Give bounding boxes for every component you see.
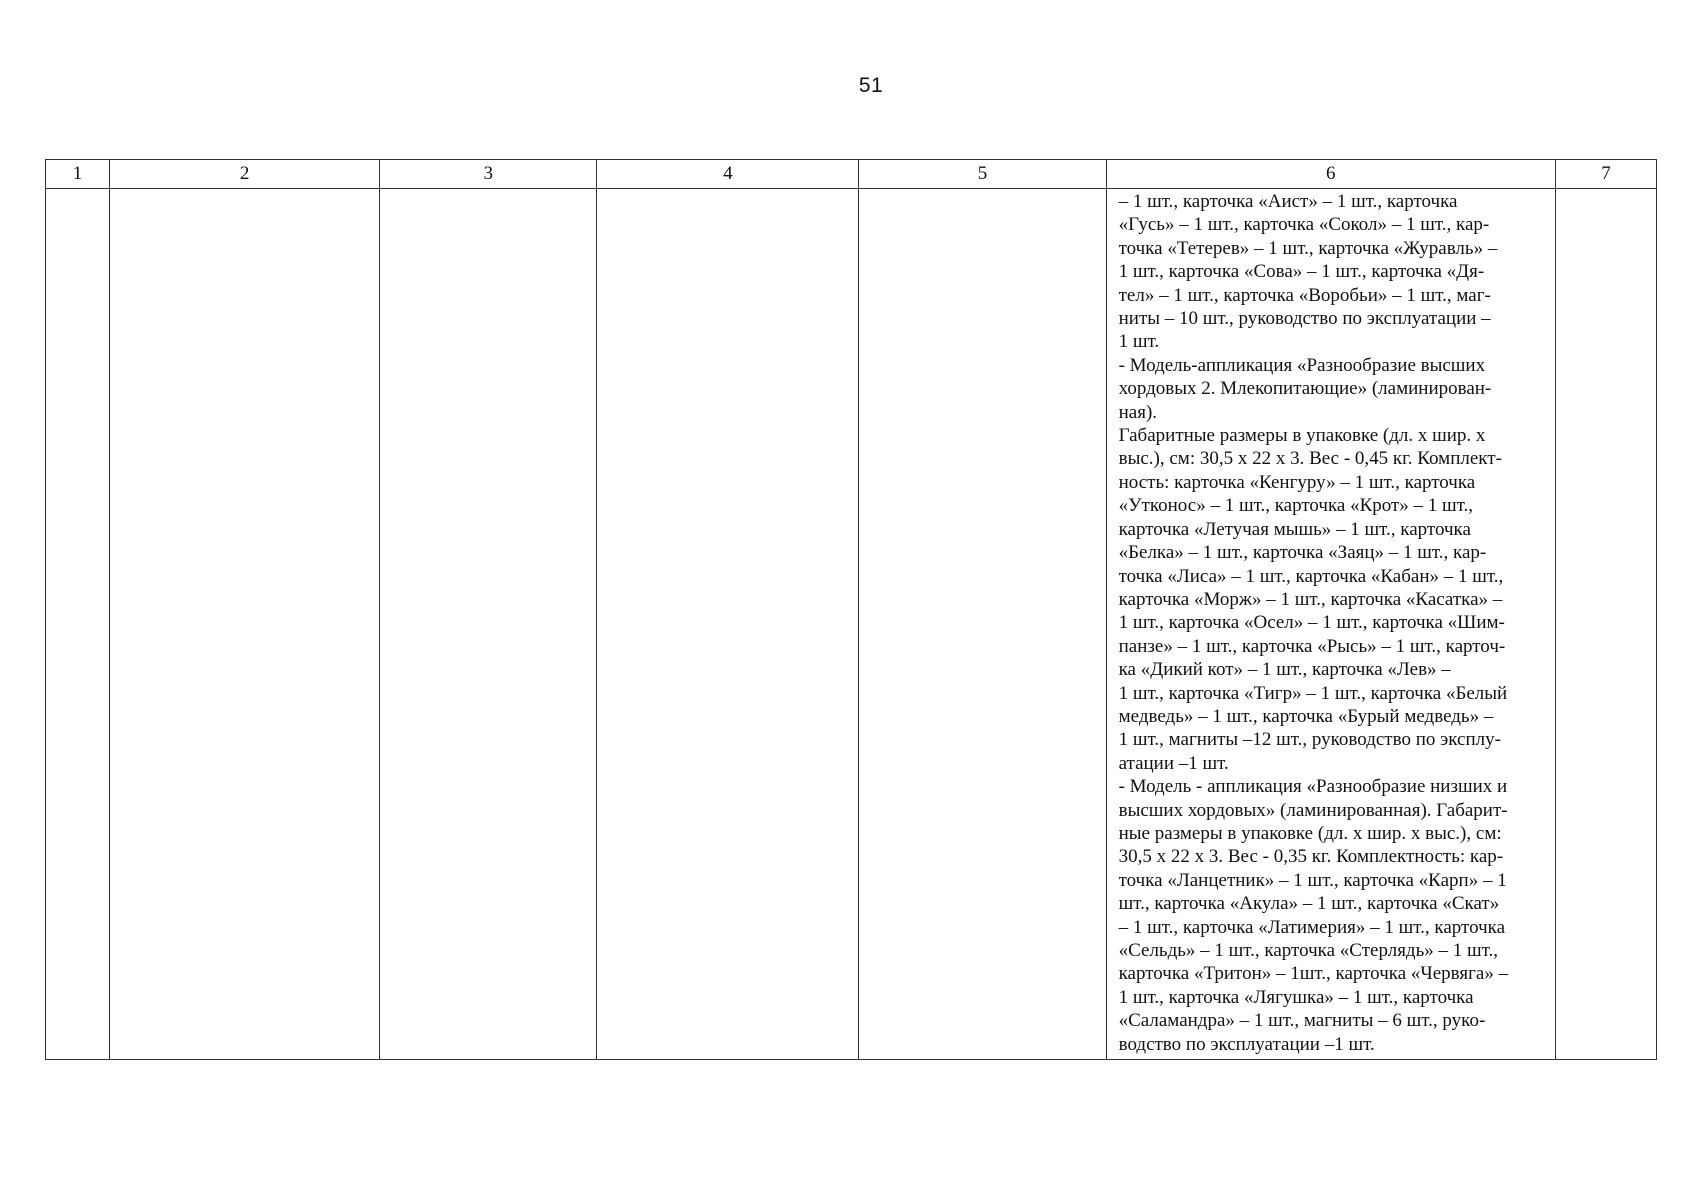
description-line: атации –1 шт. bbox=[1118, 752, 1229, 774]
column-header-1: 1 bbox=[46, 160, 110, 189]
description-line: медведь» – 1 шт., карточка «Бурый медведь» – bbox=[1118, 705, 1494, 727]
cell-col-2 bbox=[110, 189, 380, 1060]
cell-col-7 bbox=[1555, 189, 1656, 1060]
description-line: «Утконос» – 1 шт., карточка «Крот» – 1 шт., bbox=[1118, 495, 1474, 517]
description-line: ные размеры в упаковке (дл. х шир. х выс.), см: bbox=[1118, 822, 1502, 844]
table-row bbox=[46, 189, 1657, 1060]
description-line: тел» – 1 шт., карточка «Воробьи» – 1 шт., маг- bbox=[1118, 284, 1491, 306]
page-number: 51 bbox=[858, 74, 884, 97]
column-header-3: 3 bbox=[380, 160, 597, 189]
description-line: шт., карточка «Акула» – 1 шт., карточка «Скат» bbox=[1118, 893, 1500, 915]
description-line: «Сельдь» – 1 шт., карточка «Стерлядь» – 1 шт., bbox=[1118, 940, 1499, 961]
description-line: точка «Тетерев» – 1 шт., карточка «Журавль» – bbox=[1118, 237, 1498, 259]
description-line: Габаритные размеры в упаковке (дл. х шир. х bbox=[1118, 425, 1486, 447]
description-line: выс.), см: 30,5 х 22 х 3. Вес - 0,45 кг. Комплект- bbox=[1118, 448, 1502, 470]
description-line: 30,5 х 22 х 3. Вес - 0,35 кг. Комплектность: кар- bbox=[1118, 846, 1504, 868]
column-header-4: 4 bbox=[597, 160, 859, 189]
description-line: ка «Дикий кот» – 1 шт., карточка «Лев» – bbox=[1118, 659, 1451, 681]
description-line: 1 шт., карточка «Тигр» – 1 шт., карточка «Белый bbox=[1118, 682, 1508, 704]
cell-col-6-description bbox=[1106, 189, 1555, 1060]
cell-col-3 bbox=[380, 189, 597, 1060]
description-line: «Белка» – 1 шт., карточка «Заяц» – 1 шт., кар- bbox=[1118, 542, 1487, 564]
description-line: 1 шт., карточка «Осел» – 1 шт., карточка «Шим- bbox=[1118, 612, 1505, 634]
description-line: – 1 шт., карточка «Аист» – 1 шт., карточка bbox=[1118, 191, 1458, 212]
description-line: карточка «Летучая мышь» – 1 шт., карточка bbox=[1118, 518, 1471, 540]
description-line: карточка «Морж» – 1 шт., карточка «Касатка» – bbox=[1118, 588, 1503, 610]
description-line: 1 шт., магниты –12 шт., руководство по эксплу- bbox=[1118, 729, 1501, 751]
description-line: ная). bbox=[1118, 401, 1158, 423]
description-line: карточка «Тритон» – 1шт., карточка «Червяга» – bbox=[1118, 963, 1509, 985]
table-header-row bbox=[46, 160, 1657, 189]
description-line: - Модель - аппликация «Разнообразие низших и bbox=[1118, 776, 1508, 798]
description-line: ниты – 10 шт., руководство по эксплуатации – bbox=[1118, 308, 1491, 330]
column-header-5: 5 bbox=[859, 160, 1106, 189]
description-line: точка «Лиса» – 1 шт., карточка «Кабан» – 1 шт., bbox=[1118, 565, 1504, 587]
cell-col-1 bbox=[46, 189, 110, 1060]
description-line: «Гусь» – 1 шт., карточка «Сокол» – 1 шт., кар- bbox=[1118, 214, 1490, 236]
column-header-2: 2 bbox=[110, 160, 380, 189]
cell-col-5 bbox=[859, 189, 1106, 1060]
description-line: панзе» – 1 шт., карточка «Рысь» – 1 шт., карточ- bbox=[1118, 635, 1506, 657]
description-line: 1 шт. bbox=[1118, 331, 1160, 353]
cell-col-4 bbox=[597, 189, 859, 1060]
column-header-7: 7 bbox=[1555, 160, 1656, 189]
description-line: точка «Ланцетник» – 1 шт., карточка «Карп» – 1 bbox=[1118, 869, 1507, 891]
description-line: ность: карточка «Кенгуру» – 1 шт., карточка bbox=[1118, 471, 1476, 493]
description-line: водство по эксплуатации –1 шт. bbox=[1118, 1033, 1375, 1055]
description-line: 1 шт., карточка «Сова» – 1 шт., карточка «Дя- bbox=[1118, 261, 1485, 283]
description-line: хордовых 2. Млекопитающие» (ламинирован- bbox=[1118, 378, 1492, 400]
column-header-6: 6 bbox=[1106, 160, 1555, 189]
description-line: 1 шт., карточка «Лягушка» – 1 шт., карточка bbox=[1118, 986, 1474, 1008]
description-line: – 1 шт., карточка «Латимерия» – 1 шт., карточка bbox=[1118, 916, 1506, 938]
description-line: - Модель-аппликация «Разнообразие высших bbox=[1118, 354, 1486, 376]
description-text bbox=[1107, 189, 1555, 1056]
specification-table bbox=[45, 159, 1657, 1060]
description-line: «Саламандра» – 1 шт., магниты – 6 шт., руко- bbox=[1118, 1010, 1486, 1032]
description-line: высших хордовых» (ламинированная). Габарит- bbox=[1118, 799, 1508, 821]
